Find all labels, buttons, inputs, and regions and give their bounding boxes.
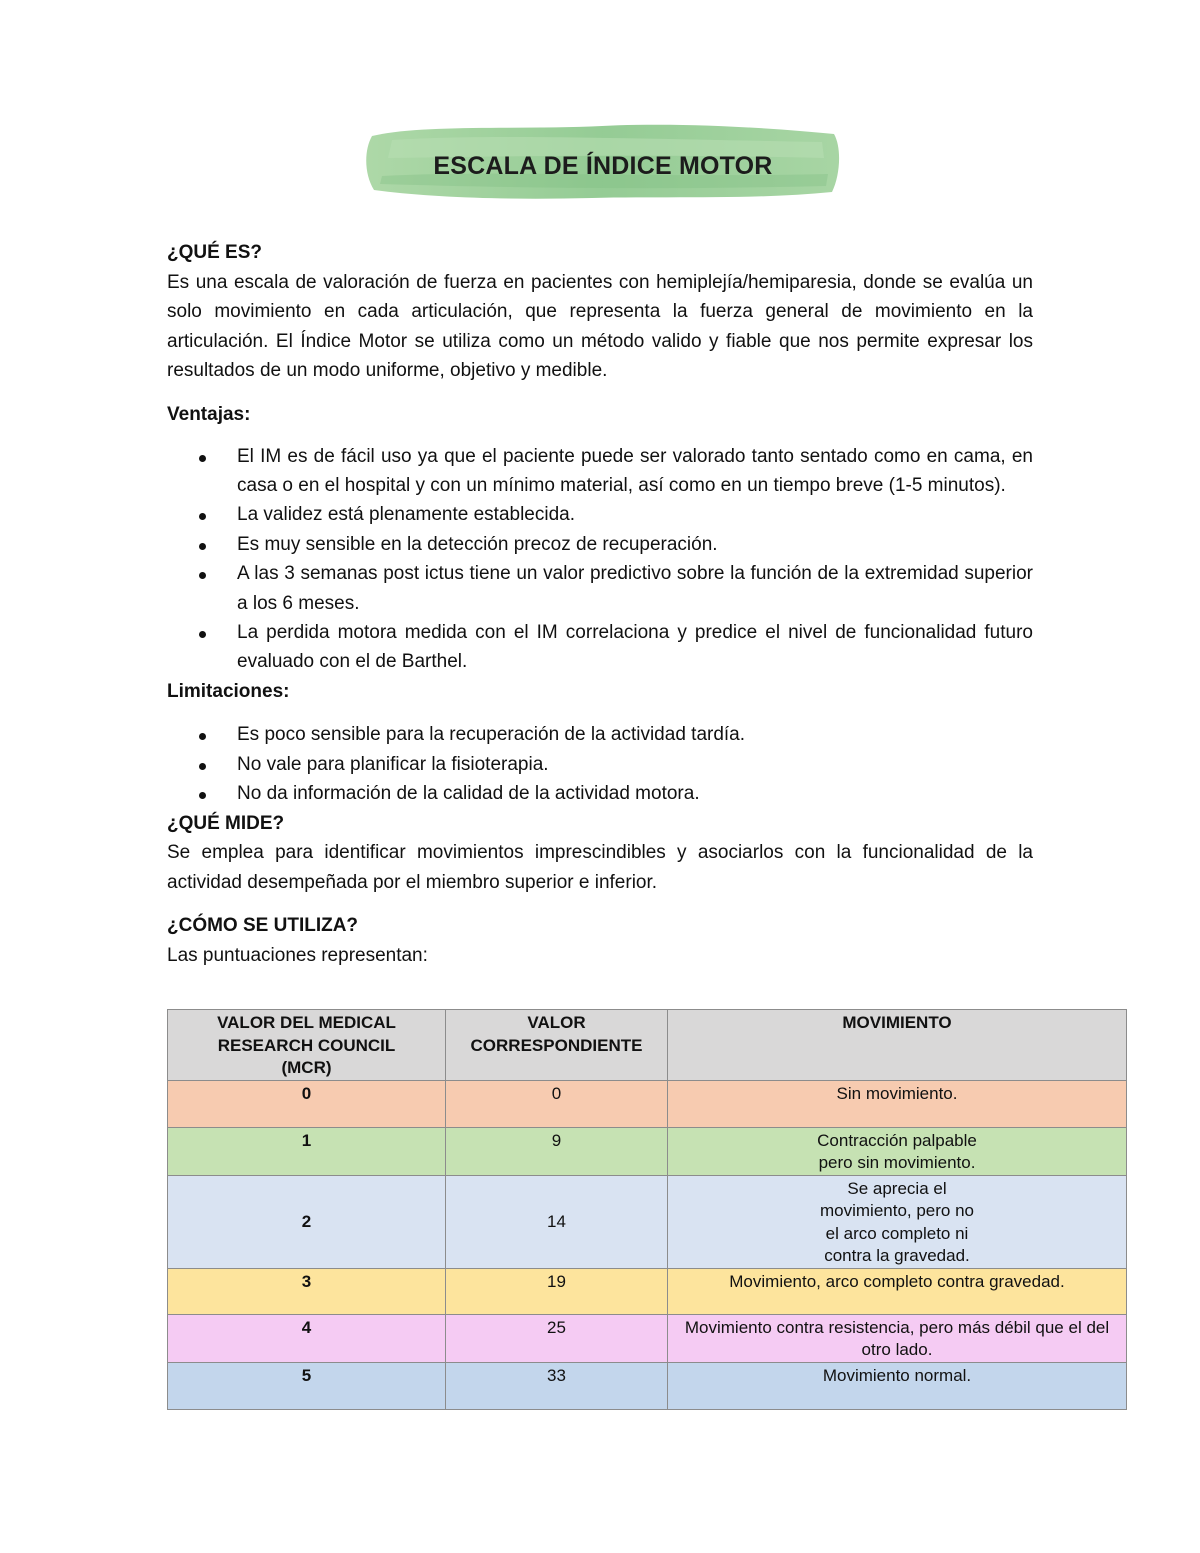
list-item: Es poco sensible para la recuperación de la actividad tardía. xyxy=(167,720,1033,749)
table-row xyxy=(168,1127,1127,1175)
section-heading-que-mide: ¿QUÉ MIDE? xyxy=(167,812,285,834)
bullet-icon xyxy=(199,513,206,520)
bullet-icon xyxy=(199,733,206,740)
bullet-icon xyxy=(199,763,206,770)
section-heading-ventajas: Ventajas: xyxy=(167,403,251,425)
cell-movimiento: Se aprecia el movimiento, pero no el arco completo ni contra la gravedad. xyxy=(668,1175,1127,1268)
table-row xyxy=(168,1175,1127,1268)
table-row xyxy=(168,1362,1127,1409)
cell-movimiento: Movimiento contra resistencia, pero más débil que el del otro lado. xyxy=(668,1314,1127,1362)
cell-valor: 33 xyxy=(446,1362,668,1409)
list-item: La validez está plenamente establecida. xyxy=(167,500,1033,529)
table-header-row xyxy=(168,1010,1127,1081)
cell-valor: 14 xyxy=(446,1175,668,1268)
document-body xyxy=(167,238,1033,971)
list-item: A las 3 semanas post ictus tiene un valor predictivo sobre la función de la extremidad superior a los 6 meses. xyxy=(167,559,1033,618)
paragraph-como: Las puntuaciones representan: xyxy=(167,945,428,966)
score-table-wrapper xyxy=(167,1009,1126,1410)
ventajas-list xyxy=(167,442,1033,677)
cell-movimiento: Sin movimiento. xyxy=(668,1080,1127,1127)
cell-valor: 19 xyxy=(446,1268,668,1314)
limitaciones-list xyxy=(167,720,1033,808)
cell-valor: 25 xyxy=(446,1314,668,1362)
cell-mrc: 3 xyxy=(168,1268,446,1314)
list-item: El IM es de fácil uso ya que el paciente puede ser valorado tanto sentado como en cama, en casa o en el hospital y con un mínimo material, así como en un tiempo breve (1-5 minutos). xyxy=(167,442,1033,501)
header-valor: VALOR CORRESPONDIENTE xyxy=(446,1010,668,1081)
cell-mrc: 0 xyxy=(168,1080,446,1127)
cell-mrc: 4 xyxy=(168,1314,446,1362)
bullet-icon xyxy=(199,572,206,579)
paragraph-que-mide: Se emplea para identificar movimientos imprescindibles y asociarlos con la funcionalidad de la actividad desempeñada por el miembro superior e inferior. xyxy=(167,842,1033,893)
list-item: La perdida motora medida con el IM correlaciona y predice el nivel de funcionalidad futuro evaluado con el de Barthel. xyxy=(167,618,1033,677)
list-item: No vale para planificar la fisioterapia. xyxy=(167,750,1033,779)
list-item: No da información de la calidad de la actividad motora. xyxy=(167,779,1033,808)
table-row xyxy=(168,1268,1127,1314)
cell-movimiento: Contracción palpable pero sin movimiento. xyxy=(668,1127,1127,1175)
cell-mrc: 5 xyxy=(168,1362,446,1409)
bullet-icon xyxy=(199,455,206,462)
cell-mrc: 2 xyxy=(168,1175,446,1268)
section-heading-que-es: ¿QUÉ ES? xyxy=(167,242,263,263)
bullet-icon xyxy=(199,631,206,638)
table-row xyxy=(168,1314,1127,1362)
bullet-icon xyxy=(199,792,206,799)
page-title: ESCALA DE ÍNDICE MOTOR xyxy=(433,151,773,180)
header-movimiento: MOVIMIENTO xyxy=(668,1010,1127,1081)
section-heading-como: ¿CÓMO SE UTILIZA? xyxy=(167,915,359,937)
section-heading-limitaciones: Limitaciones: xyxy=(167,680,290,702)
bullet-icon xyxy=(199,543,206,550)
cell-mrc: 1 xyxy=(168,1127,446,1175)
score-table xyxy=(167,1009,1127,1410)
cell-valor: 9 xyxy=(446,1127,668,1175)
table-row xyxy=(168,1080,1127,1127)
title-banner xyxy=(362,118,844,204)
paragraph-que-es: Es una escala de valoración de fuerza en pacientes con hemiplejía/hemiparesia, donde se evalúa un solo movimiento en cada articulación, que representa la fuerza general de movimiento en la articulación. El Índice Motor se utiliza como un método valido y fiable que nos permite expresar los resultados de un modo uniforme, objetivo y medible. xyxy=(167,271,1033,382)
cell-movimiento: Movimiento, arco completo contra gravedad. xyxy=(668,1268,1127,1314)
header-mrc: VALOR DEL MEDICAL RESEARCH COUNCIL (MCR) xyxy=(168,1010,446,1081)
cell-valor: 0 xyxy=(446,1080,668,1127)
cell-movimiento: Movimiento normal. xyxy=(668,1362,1127,1409)
list-item: Es muy sensible en la detección precoz de recuperación. xyxy=(167,530,1033,559)
